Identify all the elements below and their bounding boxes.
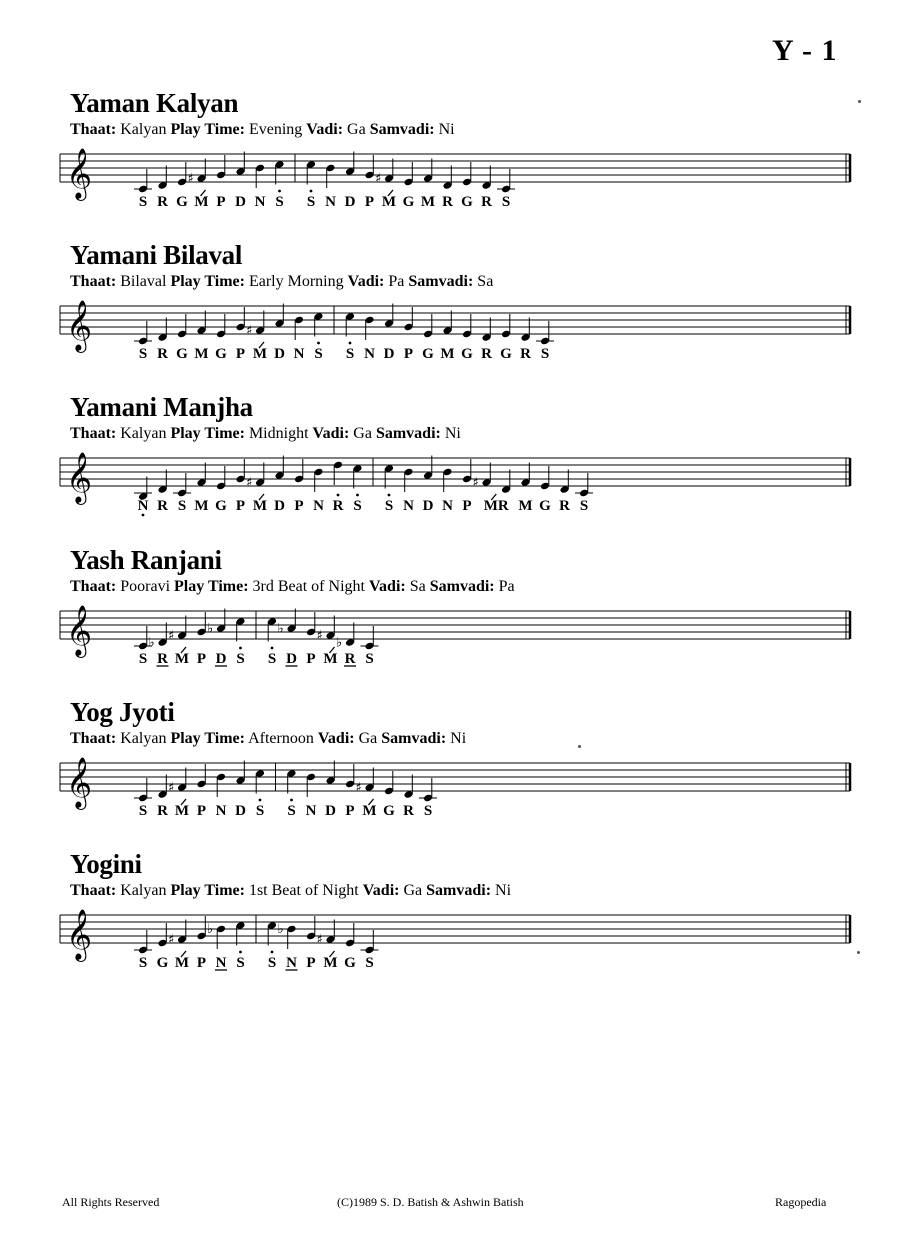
samvadi-label: Samvadi:	[381, 730, 447, 747]
sargam-label: N	[364, 346, 375, 362]
play-time-value: Afternoon	[248, 730, 314, 747]
thaat-value: Pooravi	[120, 578, 171, 595]
upper-octave-dot	[349, 342, 352, 345]
upper-octave-dot	[388, 494, 391, 497]
sargam-label: M	[252, 346, 268, 362]
sargam-label: N	[293, 346, 305, 362]
sargam-label: S	[275, 194, 284, 210]
play-time-label: Play Time:	[170, 121, 245, 138]
sargam-label: N	[215, 955, 227, 971]
raga-block	[66, 88, 880, 240]
sargam-label: S	[287, 803, 296, 819]
raga-block	[66, 545, 880, 697]
sargam-label: S	[138, 346, 148, 362]
sargam-label: N	[325, 194, 336, 210]
vadi-label: Vadi:	[362, 882, 400, 899]
upper-octave-dot	[259, 799, 262, 802]
sargam-label: D	[274, 346, 285, 362]
sargam-label: M	[323, 651, 338, 667]
sargam-label: G	[422, 346, 434, 362]
flat-icon: ♭	[277, 922, 284, 937]
sargam-label: P	[462, 498, 472, 514]
thaat-value: Kalyan	[120, 882, 167, 899]
upper-octave-dot	[337, 494, 340, 497]
sargam-label: G	[500, 346, 512, 362]
sargam-label: R	[332, 498, 344, 514]
sargam-label: N	[254, 194, 266, 210]
thaat-value: Kalyan	[120, 121, 167, 138]
sargam-label: S	[138, 194, 148, 210]
samvadi-value: Ni	[438, 121, 455, 138]
sargam-label: R	[403, 803, 414, 819]
staff	[40, 444, 850, 544]
sargam-label: P	[345, 803, 355, 819]
sargam-label: M	[174, 803, 190, 819]
sargam-label: S	[353, 498, 362, 514]
sharp-icon: ♯	[246, 475, 253, 491]
raga-info	[70, 729, 880, 749]
sargam-label: P	[306, 955, 316, 971]
sargam-label: R	[157, 803, 168, 819]
samvadi-value: Sa	[477, 273, 494, 290]
raga-info	[70, 577, 880, 597]
raga-block	[66, 392, 880, 544]
sargam-label: N	[137, 498, 149, 514]
upper-octave-dot	[290, 799, 293, 802]
play-time-label: Play Time:	[174, 578, 249, 595]
staff	[40, 901, 850, 1001]
raga-name: Yogini	[70, 849, 142, 879]
sargam-label: G	[156, 955, 169, 971]
sargam-label: S	[255, 803, 265, 819]
raga-name: Yaman Kalyan	[70, 88, 239, 118]
play-time-value: 3rd Beat of Night	[252, 578, 365, 595]
footer-center: (C)1989 S. D. Batish & Ashwin Batish	[337, 1195, 524, 1209]
sargam-label: S	[314, 346, 323, 362]
samvadi-value: Ni	[450, 730, 467, 747]
sargam-label: S	[267, 955, 277, 971]
samvadi-label: Samvadi:	[375, 425, 441, 442]
samvadi-value: Pa	[498, 578, 515, 595]
raga-block	[66, 240, 880, 392]
flat-icon: ♭	[336, 635, 343, 651]
upper-octave-dot	[239, 951, 242, 954]
sharp-icon: ♯	[316, 628, 323, 644]
sargam-label: G	[402, 194, 415, 210]
sargam-label: S	[501, 194, 511, 210]
sargam-label: M	[440, 346, 455, 362]
treble-clef-icon: 𝄞	[66, 452, 93, 503]
sargam-label: M	[174, 955, 190, 971]
sargam-label: P	[235, 346, 246, 362]
sharp-icon: ♯	[355, 780, 362, 796]
sargam-label: R	[344, 651, 356, 667]
footer-right: Ragopedia	[775, 1195, 827, 1209]
upper-octave-dot	[317, 342, 320, 345]
sargam-label: M	[518, 498, 533, 514]
sargam-label: N	[442, 498, 453, 514]
sargam-label: P	[196, 803, 207, 819]
sargam-label: D	[422, 498, 434, 514]
samvadi-label: Samvadi:	[426, 882, 492, 899]
sargam-label: M	[194, 346, 209, 362]
vadi-label: Vadi:	[347, 273, 385, 290]
sargam-label: S	[540, 346, 550, 362]
raga-info	[70, 272, 880, 292]
thaat-label: Thaat:	[70, 730, 117, 747]
sargam-label: P	[196, 651, 207, 667]
sargam-label: S	[236, 651, 245, 667]
sargam-label: MR	[483, 498, 509, 514]
sargam-label: S	[365, 955, 374, 971]
sargam-label: D	[286, 651, 297, 667]
sargam-label: P	[403, 346, 414, 362]
vadi-value: Sa	[409, 578, 426, 595]
sargam-label: M	[362, 803, 377, 819]
lower-octave-dot	[142, 514, 145, 517]
sargam-label: S	[267, 651, 277, 667]
play-time-label: Play Time:	[170, 425, 245, 442]
sargam-label: R	[157, 346, 168, 362]
play-time-value: Midnight	[248, 425, 309, 442]
staff-svg	[40, 597, 860, 697]
treble-clef-icon: 𝄞	[66, 605, 93, 656]
sargam-label: D	[235, 194, 246, 210]
sargam-label: R	[442, 194, 453, 210]
raga-name: Yamani Manjha	[70, 392, 253, 422]
footer-left: All Rights Reserved	[62, 1195, 160, 1209]
sargam-label: P	[235, 498, 246, 514]
sargam-label: R	[157, 498, 168, 514]
treble-clef-icon: 𝄞	[66, 300, 93, 351]
vadi-label: Vadi:	[368, 578, 406, 595]
sargam-label: S	[365, 651, 374, 667]
upper-octave-dot	[271, 951, 274, 954]
sargam-label: S	[579, 498, 589, 514]
sargam-label: S	[306, 194, 316, 210]
sargam-label: D	[235, 803, 246, 819]
sargam-label: G	[176, 194, 188, 210]
raga-name: Yash Ranjani	[70, 545, 222, 575]
play-time-label: Play Time:	[170, 730, 245, 747]
staff	[40, 292, 850, 392]
vadi-label: Vadi:	[317, 730, 355, 747]
staff-svg	[40, 749, 860, 849]
sargam-label: R	[481, 194, 492, 210]
sargam-label: D	[344, 194, 356, 210]
sargam-label: G	[383, 803, 395, 819]
thaat-label: Thaat:	[70, 273, 117, 290]
treble-clef-icon: 𝄞	[66, 909, 93, 960]
raga-block	[66, 849, 880, 1001]
sargam-label: R	[157, 651, 168, 667]
vadi-value: Ga	[403, 882, 423, 899]
upper-octave-dot	[310, 190, 313, 193]
sargam-label: G	[215, 498, 227, 514]
thaat-label: Thaat:	[70, 882, 117, 899]
vadi-value: Ga	[347, 121, 366, 138]
samvadi-label: Samvadi:	[408, 273, 474, 290]
thaat-value: Kalyan	[120, 425, 167, 442]
thaat-value: Kalyan	[120, 730, 167, 747]
raga-name: Yog Jyoti	[70, 697, 175, 727]
play-time-label: Play Time:	[170, 273, 245, 290]
sargam-label: D	[215, 651, 227, 667]
sargam-label: P	[364, 194, 375, 210]
sargam-label: N	[305, 803, 317, 819]
thaat-label: Thaat:	[70, 121, 117, 138]
sargam-label: R	[157, 194, 168, 210]
staff	[40, 597, 850, 697]
play-time-value: Early Morning	[248, 273, 344, 290]
sargam-label: M	[323, 955, 338, 971]
sargam-label: G	[539, 498, 551, 514]
sargam-label: G	[176, 346, 188, 362]
sargam-label: P	[294, 498, 304, 514]
staff-svg	[40, 140, 860, 240]
flat-icon: ♭	[277, 621, 284, 637]
sargam-label: S	[384, 498, 394, 514]
sharp-icon: ♯	[472, 475, 479, 491]
staff	[40, 140, 850, 240]
samvadi-value: Ni	[495, 882, 512, 899]
samvadi-label: Samvadi:	[429, 578, 495, 595]
sargam-label: R	[481, 346, 492, 362]
vadi-label: Vadi:	[306, 121, 344, 138]
vadi-value: Ga	[358, 730, 378, 747]
sargam-label: P	[196, 955, 207, 971]
sargam-label: S	[138, 651, 148, 667]
sharp-icon: ♯	[168, 932, 175, 948]
sargam-label: D	[325, 803, 336, 819]
sharp-icon: ♯	[375, 171, 382, 187]
stray-mark	[857, 951, 860, 954]
sargam-label: S	[138, 803, 148, 819]
sharp-icon: ♯	[187, 171, 194, 187]
play-time-label: Play Time:	[170, 882, 245, 899]
sargam-label: G	[215, 346, 227, 362]
samvadi-value: Ni	[444, 425, 461, 442]
samvadi-label: Samvadi:	[369, 121, 435, 138]
sargam-label: M	[194, 498, 209, 514]
stray-mark	[578, 745, 581, 748]
page-code: Y - 1	[772, 34, 838, 67]
sargam-label: D	[383, 346, 395, 362]
treble-clef-icon: 𝄞	[66, 757, 93, 808]
sargam-label: P	[306, 651, 316, 667]
play-time-value: 1st Beat of Night	[248, 882, 359, 899]
sargam-label: N	[215, 803, 227, 819]
staff-svg	[40, 444, 860, 544]
sharp-icon: ♯	[316, 932, 323, 948]
raga-info	[70, 881, 880, 901]
vadi-value: Pa	[388, 273, 405, 290]
sargam-label: M	[252, 498, 268, 514]
staff-svg	[40, 901, 860, 1001]
sargam-label: R	[559, 498, 570, 514]
raga-block	[66, 697, 880, 849]
flat-icon: ♭	[207, 621, 214, 637]
staff-svg	[40, 292, 860, 392]
upper-octave-dot	[239, 647, 242, 650]
sargam-label: M	[194, 194, 209, 210]
sargam-label: R	[520, 346, 531, 362]
raga-info	[70, 120, 880, 140]
flat-icon: ♭	[207, 922, 214, 937]
upper-octave-dot	[356, 494, 359, 497]
sargam-label: P	[216, 194, 226, 210]
vadi-label: Vadi:	[312, 425, 350, 442]
sharp-icon: ♯	[246, 323, 253, 339]
treble-clef-icon: 𝄞	[66, 148, 93, 199]
sargam-label: M	[174, 651, 190, 667]
sargam-label: D	[274, 498, 285, 514]
sargam-label: M	[381, 194, 397, 210]
sargam-label: G	[461, 194, 473, 210]
upper-octave-dot	[271, 647, 274, 650]
sargam-label: N	[313, 498, 324, 514]
flat-icon: ♭	[148, 635, 155, 651]
sargam-label: S	[423, 803, 433, 819]
sargam-label: S	[236, 955, 245, 971]
sharp-icon: ♯	[168, 780, 175, 796]
raga-info	[70, 424, 880, 444]
stray-mark	[858, 100, 861, 103]
sargam-label: G	[344, 955, 356, 971]
raga-name: Yamani Bilaval	[70, 240, 243, 270]
thaat-label: Thaat:	[70, 578, 117, 595]
sargam-label: M	[420, 194, 436, 210]
play-time-value: Evening	[248, 121, 303, 138]
staff	[40, 749, 850, 849]
vadi-value: Ga	[353, 425, 372, 442]
sargam-label: S	[177, 498, 187, 514]
thaat-value: Bilaval	[120, 273, 167, 290]
sharp-icon: ♯	[168, 628, 175, 644]
upper-octave-dot	[278, 190, 281, 193]
sargam-label: S	[345, 346, 355, 362]
sargam-label: G	[461, 346, 473, 362]
sargam-label: S	[138, 955, 148, 971]
sargam-label: N	[286, 955, 297, 971]
thaat-label: Thaat:	[70, 425, 117, 442]
sargam-label: N	[403, 498, 414, 514]
